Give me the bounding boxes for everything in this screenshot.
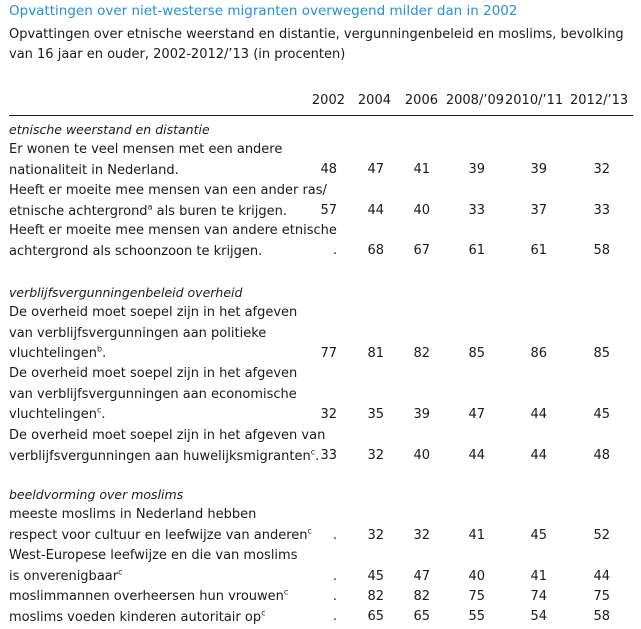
row-label-economische-vluchtelingen: De overheid moet soepel zijn in het afgeven van verblijfsvergunningen aan economische vluchtelingen$^c$. xyxy=(9,366,298,422)
value-cell: 61 xyxy=(530,243,547,258)
value-cell: 75 xyxy=(468,589,485,604)
value-cell: 45 xyxy=(530,528,547,543)
value-cell: 39 xyxy=(468,162,485,177)
value-cell: 65 xyxy=(413,609,430,624)
column-header-2002: 2002 xyxy=(311,93,345,108)
row-label-schoonzoon: Heeft er moeite mee mensen van andere etnische achtergrond als schoonzoon te krijgen. xyxy=(9,223,337,259)
section-label-beeldvorming-moslims: beeldvorming over moslims xyxy=(9,487,184,502)
value-cell: 45 xyxy=(367,569,384,584)
row-label-politieke-vluchtelingen: De overheid moet soepel zijn in het afgeven van verblijfsvergunningen aan politieke vluchtelingen$^b$. xyxy=(9,305,298,361)
column-header-2008-09: 2008/’09 xyxy=(445,93,504,108)
row-label-buren: Heeft er moeite mee mensen van een ander ras/ etnische achtergrond$^a$ als buren te krijgen. xyxy=(9,183,327,219)
value-cell: 33 xyxy=(468,203,485,218)
value-cell: 85 xyxy=(468,346,485,361)
row-label-autoritair: moslims voeden kinderen autoritair $op^c$ xyxy=(9,608,266,625)
section-label-etnische-weerstand: etnische weerstand en distantie xyxy=(9,122,210,137)
value-cell: 44 xyxy=(367,203,384,218)
value-cell: 68 xyxy=(367,243,384,258)
column-header-2006: 2006 xyxy=(404,93,438,108)
column-header-2004: 2004 xyxy=(357,93,391,108)
row-label-respect-cultuur: meeste moslims in Nederland hebben respect voor cultuur en leefwijze van anderen$^c$ xyxy=(9,507,312,543)
value-cell: 85 xyxy=(593,346,610,361)
value-cell: 58 xyxy=(593,609,610,624)
value-cell: 37 xyxy=(530,203,547,218)
value-cell: 33 xyxy=(593,203,610,218)
value-cell: 44 xyxy=(530,407,547,422)
value-cell: 55 xyxy=(468,609,485,624)
value-cell: 40 xyxy=(413,203,430,218)
value-cell: . xyxy=(332,609,337,624)
header-rule xyxy=(9,115,633,116)
value-cell: 47 xyxy=(413,569,430,584)
value-cell: 32 xyxy=(413,528,430,543)
value-cell: 41 xyxy=(413,162,430,177)
value-cell: 47 xyxy=(468,407,485,422)
value-cell: 65 xyxy=(367,609,384,624)
value-cell: 82 xyxy=(413,346,430,361)
value-cell: 32 xyxy=(367,448,384,463)
value-cell: 52 xyxy=(593,528,610,543)
value-cell: 40 xyxy=(413,448,430,463)
value-cell: 82 xyxy=(413,589,430,604)
value-cell: . xyxy=(332,528,337,543)
value-cell: 44 xyxy=(593,569,610,584)
value-cell: 81 xyxy=(367,346,384,361)
value-cell: . xyxy=(332,589,337,604)
column-header-2010-11: 2010/’11 xyxy=(505,93,564,108)
value-cell: 57 xyxy=(320,203,337,218)
row-label-overheersen-vrouwen: moslimmannen overheersen hun vrouwen$^c$ xyxy=(9,587,289,604)
value-cell: 58 xyxy=(593,243,610,258)
value-cell: 32 xyxy=(320,407,337,422)
value-cell: . xyxy=(332,243,337,258)
value-cell: 41 xyxy=(530,569,547,584)
value-cell: 54 xyxy=(530,609,547,624)
value-cell: 48 xyxy=(593,448,610,463)
value-cell: 32 xyxy=(367,528,384,543)
row-label-onverenigbaar: West-Europese leefwijze en die van moslims is onverenigbaar$^c$ xyxy=(9,548,298,584)
value-cell: 86 xyxy=(530,346,547,361)
value-cell: 44 xyxy=(530,448,547,463)
value-cell: 74 xyxy=(530,589,547,604)
value-cell: 39 xyxy=(413,407,430,422)
value-cell: 82 xyxy=(367,589,384,604)
row-label-te-veel-nationaliteit: Er wonen te veel mensen met een andere nationaliteit in Nederland. xyxy=(9,142,283,178)
value-cell: 40 xyxy=(468,569,485,584)
value-cell: 44 xyxy=(468,448,485,463)
value-cell: 77 xyxy=(320,346,337,361)
value-cell: 39 xyxy=(530,162,547,177)
value-cell: 45 xyxy=(593,407,610,422)
value-cell: 67 xyxy=(413,243,430,258)
value-cell: 32 xyxy=(593,162,610,177)
table-subtitle: Opvattingen over etnische weerstand en distantie, vergunningenbeleid en moslims, bevolking van 16 jaar en ouder, 2002-2012/’13 (in procenten) xyxy=(9,27,624,62)
value-cell: 47 xyxy=(367,162,384,177)
value-cell: . xyxy=(332,569,337,584)
value-cell: 33 xyxy=(320,448,337,463)
value-cell: 75 xyxy=(593,589,610,604)
value-cell: 41 xyxy=(468,528,485,543)
section-label-verblijfsvergunningenbeleid: verblijfsvergunningenbeleid overheid xyxy=(9,285,243,300)
table-title: Opvattingen over niet-westerse migranten overwegend milder dan in 2002 xyxy=(9,3,518,19)
value-cell: 61 xyxy=(468,243,485,258)
row-label-huwelijksmigranten: De overheid moet soepel zijn in het afgeven van verblijfsvergunningen aan huwelijksmigranten$^c$. xyxy=(9,428,326,464)
value-cell: 48 xyxy=(320,162,337,177)
column-header-2012-13: 2012/’13 xyxy=(570,93,629,108)
value-cell: 35 xyxy=(367,407,384,422)
